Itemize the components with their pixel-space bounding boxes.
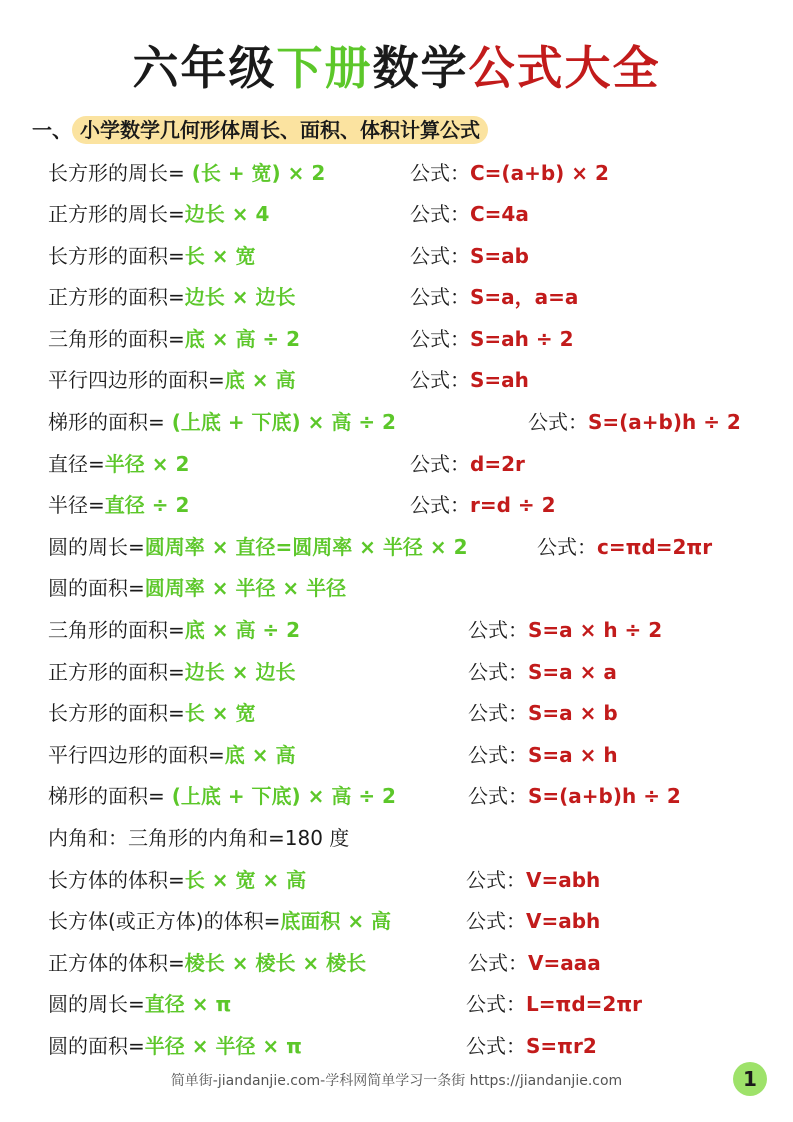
row-expression: (上底 + 下底) × 高 ÷ 2 — [164, 784, 396, 808]
footer-watermark: 简单街-jiandanjie.com-学科网简单学习一条街 https://jiandanjie.com — [170, 1073, 623, 1089]
formula-row — [0, 490, 793, 520]
formula-value: S=πr2 — [526, 1034, 597, 1058]
formula-row — [0, 282, 793, 312]
row-expression: 底 × 高 — [224, 368, 296, 392]
row-label: 内角和：三角形的内角和=180 度 — [48, 826, 350, 850]
formula-value: S=a，a=a — [470, 285, 579, 309]
row-label: 平行四边形的面积= — [48, 743, 225, 767]
page-number-badge: 1 — [733, 1062, 767, 1096]
row-expression: 棱长 × 棱长 × 棱长 — [184, 951, 367, 975]
formula-label: 公式： — [537, 535, 597, 559]
row-expression: 底 × 高 ÷ 2 — [184, 327, 301, 351]
row-expression: 边长 × 边长 — [184, 660, 296, 684]
section-heading — [32, 114, 488, 146]
formula-value: r=d ÷ 2 — [470, 493, 556, 517]
formula-row — [0, 532, 793, 562]
row-label: 圆的面积= — [48, 1034, 145, 1058]
formula-value: V=abh — [526, 909, 601, 933]
formula-value: d=2r — [470, 452, 525, 476]
formula-row — [0, 241, 793, 271]
formula-value: C=4a — [470, 202, 529, 226]
row-label: 圆的周长= — [48, 535, 145, 559]
row-label: 长方形的面积= — [48, 244, 185, 268]
formula-label: 公式： — [410, 452, 470, 476]
formula-row — [0, 158, 793, 188]
row-label: 半径= — [48, 493, 105, 517]
formula-label: 公式： — [528, 410, 588, 434]
row-expression: 长 × 宽 — [184, 701, 256, 725]
formula-label: 公式： — [468, 660, 528, 684]
formula-label: 公式： — [468, 701, 528, 725]
section-title: 小学数学几何形体周长、面积、体积计算公式 — [72, 116, 488, 144]
row-expression: 圆周率 × 直径=圆周率 × 半径 × 2 — [144, 535, 468, 559]
formula-label: 公式： — [466, 868, 526, 892]
row-expression: 直径 × π — [144, 992, 232, 1016]
row-expression: (上底 + 下底) × 高 ÷ 2 — [164, 410, 396, 434]
formula-label: 公式： — [466, 992, 526, 1016]
row-label: 长方形的周长= — [48, 161, 185, 185]
row-label: 长方形的面积= — [48, 701, 185, 725]
row-label: 三角形的面积= — [48, 618, 185, 642]
formula-label: 公式： — [468, 743, 528, 767]
row-expression: 边长 × 4 — [184, 202, 270, 226]
row-label: 圆的面积= — [48, 576, 145, 600]
row-label: 三角形的面积= — [48, 327, 185, 351]
formula-row — [0, 781, 793, 811]
formula-value: S=ab — [470, 244, 529, 268]
title-part-4: 公式大全 — [468, 41, 661, 95]
formula-row — [0, 906, 793, 936]
row-label: 平行四边形的面积= — [48, 368, 225, 392]
title-part-1: 六年级 — [132, 41, 277, 95]
formula-value: S=ah — [470, 368, 529, 392]
formula-label: 公式： — [466, 909, 526, 933]
formula-row — [0, 1031, 793, 1061]
row-label: 长方体的体积= — [48, 868, 185, 892]
row-label: 梯形的面积= — [48, 784, 165, 808]
formula-value: S=ah ÷ 2 — [470, 327, 574, 351]
formula-label: 公式： — [410, 493, 470, 517]
formula-value: S=a × h ÷ 2 — [528, 618, 663, 642]
formula-row — [0, 573, 793, 603]
row-label: 正方形的面积= — [48, 285, 185, 309]
formula-row — [0, 698, 793, 728]
title-part-2: 下册 — [276, 41, 373, 95]
formula-value: L=πd=2πr — [526, 992, 642, 1016]
formula-label: 公式： — [410, 368, 470, 392]
formula-row — [0, 740, 793, 770]
formula-label: 公式： — [410, 244, 470, 268]
formula-label: 公式： — [468, 618, 528, 642]
formula-label: 公式： — [410, 285, 470, 309]
row-expression: 底 × 高 ÷ 2 — [184, 618, 301, 642]
section-number: 一、 — [32, 118, 72, 142]
formula-value: V=aaa — [528, 951, 601, 975]
row-expression: 长 × 宽 × 高 — [184, 868, 307, 892]
formula-label: 公式： — [410, 327, 470, 351]
row-expression: 直径 ÷ 2 — [104, 493, 190, 517]
formula-label: 公式： — [468, 951, 528, 975]
formula-label: 公式： — [466, 1034, 526, 1058]
formula-row — [0, 365, 793, 395]
formula-row — [0, 449, 793, 479]
page-title — [0, 38, 793, 98]
formula-row — [0, 865, 793, 895]
row-label: 圆的周长= — [48, 992, 145, 1016]
formula-value: C=(a+b) × 2 — [470, 161, 609, 185]
formula-value: S=a × a — [528, 660, 617, 684]
formula-value: S=(a+b)h ÷ 2 — [588, 410, 741, 434]
formula-label: 公式： — [410, 161, 470, 185]
row-expression: (长 + 宽) × 2 — [184, 161, 326, 185]
formula-row — [0, 615, 793, 645]
formula-row — [0, 407, 793, 437]
row-expression: 圆周率 × 半径 × 半径 — [144, 576, 347, 600]
row-label: 正方体的体积= — [48, 951, 185, 975]
row-label: 长方体(或正方体)的体积= — [48, 909, 281, 933]
row-expression: 底 × 高 — [224, 743, 296, 767]
formula-value: S=(a+b)h ÷ 2 — [528, 784, 681, 808]
formula-row — [0, 989, 793, 1019]
formula-label: 公式： — [468, 784, 528, 808]
formula-value: S=a × b — [528, 701, 618, 725]
row-label: 直径= — [48, 452, 105, 476]
row-expression: 边长 × 边长 — [184, 285, 296, 309]
formula-row — [0, 823, 793, 853]
row-expression: 半径 × 半径 × π — [144, 1034, 302, 1058]
formula-row — [0, 948, 793, 978]
formula-value: V=abh — [526, 868, 601, 892]
formula-label: 公式： — [410, 202, 470, 226]
formula-row — [0, 657, 793, 687]
formula-value: S=a × h — [528, 743, 618, 767]
formula-row — [0, 324, 793, 354]
row-label: 正方形的面积= — [48, 660, 185, 684]
row-expression: 长 × 宽 — [184, 244, 256, 268]
row-expression: 底面积 × 高 — [280, 909, 392, 933]
row-expression: 半径 × 2 — [104, 452, 190, 476]
title-part-3: 数学 — [372, 41, 469, 95]
formula-row — [0, 199, 793, 229]
row-label: 梯形的面积= — [48, 410, 165, 434]
row-label: 正方形的周长= — [48, 202, 185, 226]
formula-value: c=πd=2πr — [597, 535, 713, 559]
